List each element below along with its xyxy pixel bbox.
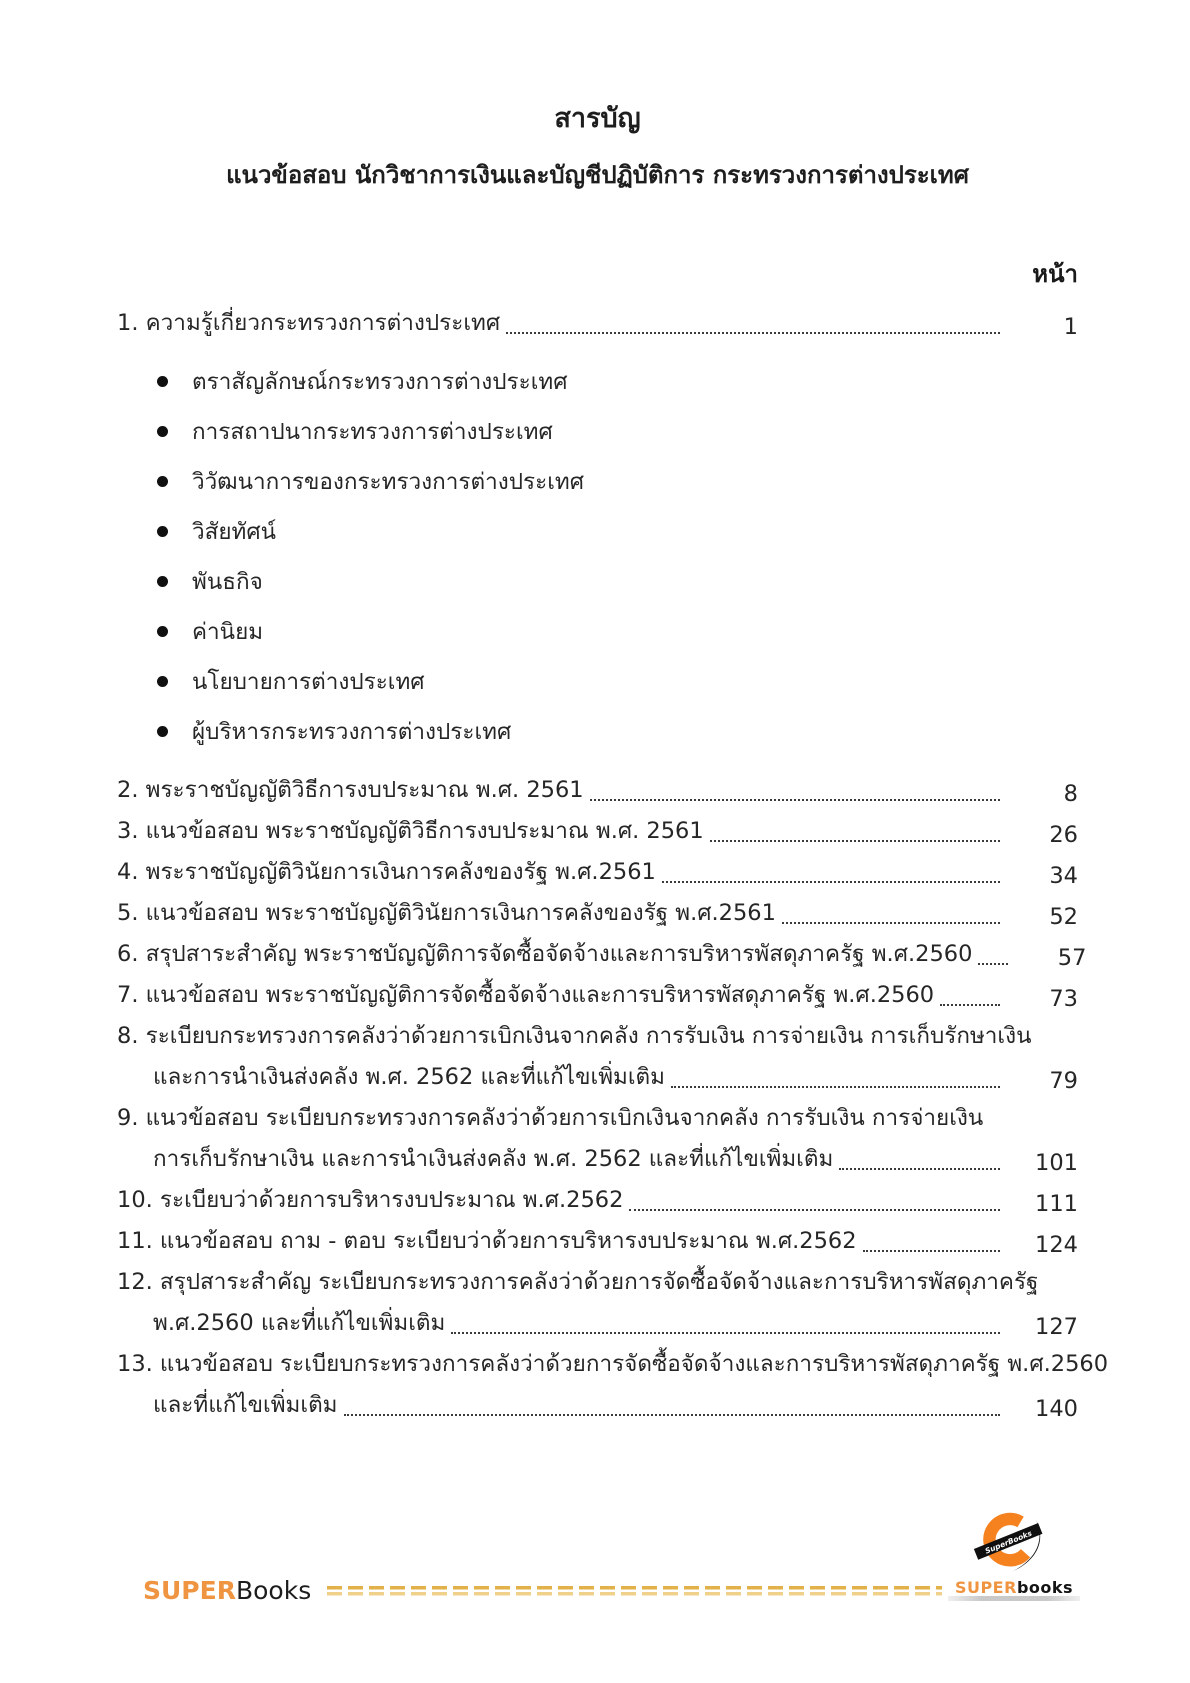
page-title: สารบัญ [554,103,641,134]
toc-row [117,299,1078,340]
toc-entry-text: 8. ระเบียบกระทรวงการคลังว่าด้วยการเบิกเงินจากคลัง การรับเงิน การจ่ายเงิน การเก็บรักษาเงิน [117,1023,1032,1049]
dot-leader [839,1168,1000,1170]
dot-leader [662,881,1000,883]
logo-ribbon-text: SuperBooks [983,1528,1034,1556]
toc-row [117,1258,1078,1299]
bullet-icon [157,376,168,387]
dot-leader [344,1414,1000,1416]
page-number: 124 [1035,1232,1078,1258]
bullet-text: ค่านิยม [192,619,264,645]
bullet-icon [157,626,168,637]
bullet-text: พันธกิจ [192,569,263,595]
page-number: 52 [1049,904,1078,930]
bullet-item [117,406,1078,456]
toc-row [117,971,1078,1012]
footer [143,1577,942,1603]
bullet-icon [157,676,168,687]
toc-entry-text: 10. ระเบียบว่าด้วยการบริหารงบประมาณ พ.ศ.2562 [117,1187,624,1213]
toc-entry-text: 9. แนวข้อสอบ ระเบียบกระทรวงการคลังว่าด้วยการเบิกเงินจากคลัง การรับเงิน การจ่ายเงิน [117,1105,984,1131]
toc-entry-text: 2. พระราชบัญญัติวิธีการงบประมาณ พ.ศ. 2561 [117,777,584,803]
toc-entry-text: 11. แนวข้อสอบ ถาม - ตอบ ระเบียบว่าด้วยการบริหารงบประมาณ พ.ศ.2562 [117,1228,857,1254]
dot-leader [671,1086,1000,1088]
dot-leader [506,332,1000,334]
bullet-text: วิวัฒนาการของกระทรวงการต่างประเทศ [192,469,584,495]
footer-dashed-divider [327,1585,942,1596]
page-number: 8 [1063,781,1078,807]
bullet-icon [157,576,168,587]
toc-row [117,889,1078,930]
bullet-text: การสถาปนากระทรวงการต่างประเทศ [192,419,553,445]
dot-leader [710,840,1000,842]
toc-entry-text: 4. พระราชบัญญัติวินัยการเงินการคลังของรัฐ พ.ศ.2561 [117,859,656,885]
toc-row [117,766,1078,807]
toc-row [117,1135,1078,1176]
bullet-item [117,356,1078,406]
bullet-icon [157,526,168,537]
page-number: 1 [1063,314,1078,340]
toc-row [117,1176,1078,1217]
bullet-item [117,456,1078,506]
bullet-item [117,656,1078,706]
logo-wordmark-books: books [1016,1578,1074,1597]
bullet-icon [157,426,168,437]
toc-entry-text: 6. สรุปสาระสำคัญ พระราชบัญญัติการจัดซื้อจัดจ้างและการบริหารพัสดุภาครัฐ พ.ศ.2560 [117,941,973,967]
dot-leader [863,1250,1000,1252]
toc-entry-text: 5. แนวข้อสอบ พระราชบัญญัติวินัยการเงินการคลังของรัฐ พ.ศ.2561 [117,900,776,926]
logo-wordmark-super: SUPER [954,1578,1017,1597]
toc-row [117,1053,1078,1094]
toc-entry-text: พ.ศ.2560 และที่แก้ไขเพิ่มเติม [153,1310,446,1336]
toc-entry-text: 7. แนวข้อสอบ พระราชบัญญัติการจัดซื้อจัดจ้างและการบริหารพัสดุภาครัฐ พ.ศ.2560 [117,982,935,1008]
page-number: 101 [1035,1150,1078,1176]
page-number: 79 [1049,1068,1078,1094]
page-column-label: หน้า [1032,260,1078,288]
footer-brand [143,1576,311,1605]
page-subtitle: แนวข้อสอบ นักวิชาการเงินและบัญชีปฏิบัติการ กระทรวงการต่างประเทศ [226,161,969,189]
logo-wordmark [948,1578,1080,1597]
toc-list [117,299,1109,1422]
toc-row [117,1012,1078,1053]
toc-row [117,807,1078,848]
bullet-item [117,606,1078,656]
bullet-item [117,506,1078,556]
toc-row [117,1340,1109,1381]
bullet-icon [157,476,168,487]
page-number: 26 [1049,822,1078,848]
dot-leader [590,799,1000,801]
bullet-item [117,706,1078,756]
publisher-logo [948,1512,1080,1601]
dot-leader [451,1332,1000,1334]
dot-leader [940,1004,1000,1006]
toc-entry-text: และที่แก้ไขเพิ่มเติม [153,1392,338,1418]
toc-entry-text: 13. แนวข้อสอบ ระเบียบกระทรวงการคลังว่าด้วยการจัดซื้อจัดจ้างและการบริหารพัสดุภาครัฐ พ.ศ.2560 [117,1351,1109,1377]
page-number: 34 [1049,863,1078,889]
toc-entry-text: 3. แนวข้อสอบ พระราชบัญญัติวิธีการงบประมาณ พ.ศ. 2561 [117,818,704,844]
bullet-icon [157,726,168,737]
page-number: 57 [1057,945,1087,971]
footer-brand-super: SUPER [143,1575,236,1605]
toc-entry-text: 1. ความรู้เกี่ยวกระทรวงการต่างประเทศ [117,310,501,336]
dot-leader [629,1209,1000,1211]
toc-row [117,930,1087,971]
page-number: 73 [1049,986,1078,1012]
bullet-text: นโยบายการต่างประเทศ [192,669,425,695]
dot-leader [782,922,1000,924]
toc-row [117,1299,1078,1340]
toc-row [117,1381,1078,1422]
dot-leader [978,963,1008,965]
toc-entry-text: การเก็บรักษาเงิน และการนำเงินส่งคลัง พ.ศ. 2562 และที่แก้ไขเพิ่มเติม [153,1146,834,1172]
toc-entry-text: และการนำเงินส่งคลัง พ.ศ. 2562 และที่แก้ไขเพิ่มเติม [153,1064,665,1090]
bullet-text: ตราสัญลักษณ์กระทรวงการต่างประเทศ [192,369,568,395]
page-number: 140 [1035,1396,1078,1422]
bullet-text: วิสัยทัศน์ [192,519,277,545]
toc-row [117,1094,1078,1135]
toc-row [117,1217,1078,1258]
footer-brand-books: Books [235,1575,312,1605]
bullet-list [117,340,1078,766]
toc-row [117,848,1078,889]
bullet-item [117,556,1078,606]
toc-entry-text: 12. สรุปสาระสำคัญ ระเบียบกระทรวงการคลังว่าด้วยการจัดซื้อจัดจ้างและการบริหารพัสดุภาครัฐ [117,1269,1039,1295]
superbooks-swoosh-icon [972,1512,1056,1578]
page-number: 111 [1035,1191,1078,1217]
bullet-text: ผู้บริหารกระทรวงการต่างประเทศ [192,719,512,745]
page-number: 127 [1035,1314,1078,1340]
